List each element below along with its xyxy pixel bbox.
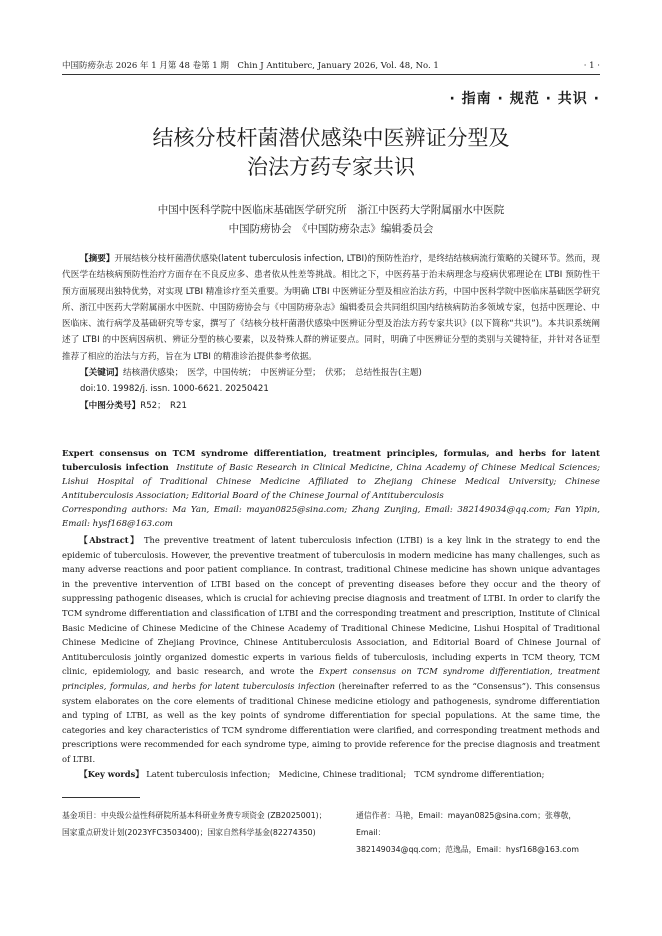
clc-codes: R52； R21 xyxy=(140,400,187,411)
abstract-text: 开展结核分枝杆菌潜伏感染(latent tuberculosis infection, LTBI)的预防性治疗，是终结结核病流行策略的关键环节。然而，现代医学在结核病预防性治疗方面存在不良反应多、患者依从性差等挑战。相比之下，中医药基于治未病理念与疫病伏邪理论在 LTBI 预防性干预方面展现出独特优势，对实现 LTBI 精准诊疗至关重要。为明确 LTBI 中医辨证分型及相应治法方药，中国中医科学院中医临床基础医学研究所、浙江中医药大学附属丽水中医院、中国防痨协会与《中国防痨杂志》编辑委员会共同组织国内结核病防治多领域专家，包括中医理论、中医临床、流行病学及基础研究等专家，撰写了《结核分枝杆菌潜伏感染中医辨证分型及治法方药专家共识》(以下简称“共识”)。本共识系统阐述了 LTBI 的中医病因病机、辨证分型的核心要素，以及特殊人群的辨证要点。同时，明确了中医辨证分型的类别与关键特征，并针对各证型推荐了相应的治法与方药，旨在为 LTBI 的精准诊治提供参考依据。 xyxy=(62,254,600,362)
english-abstract-title-ref: Expert consensus on TCM syndrome differentiation, treatment principles, formulas, and herbs for latent tuberculosis infection xyxy=(62,666,600,691)
english-abstract-label: 【Abstract】 xyxy=(79,535,140,545)
doi: doi:10. 19982/j. issn. 1000-6621. 20250421 xyxy=(80,384,269,395)
title-line-2: 治法方药专家共识 xyxy=(247,155,415,179)
journal-citation: 中国防痨杂志 2026 年 1 月第 48 卷第 1 期 Chin J Antituberc, January 2026, Vol. 48, No. 1 xyxy=(62,61,439,71)
english-keywords-label: 【Key words】 xyxy=(79,768,144,779)
english-abstract xyxy=(62,533,600,781)
english-title-block xyxy=(62,447,600,531)
correspondence-line-1: 通信作者：马艳，Email：mayan0825@sina.com；张尊敬，Email： xyxy=(356,811,577,837)
running-header xyxy=(62,60,600,75)
correspondence-line-2: 382149034@qq.com；范逸品，Email：hysf168@163.com xyxy=(356,845,579,854)
chinese-abstract xyxy=(62,251,600,414)
affiliations xyxy=(62,201,600,239)
english-title: Expert consensus on TCM syndrome differentiation, treatment principles, formulas, and herbs for latent tuberculosis infection xyxy=(62,449,600,473)
correspondence-footnote xyxy=(356,807,600,858)
footnote-divider xyxy=(62,797,140,798)
funding-footnote xyxy=(62,807,334,841)
page-number: · 1 · xyxy=(583,61,600,71)
clc-label: 【中图分类号】 xyxy=(80,400,141,411)
affiliation-line-2: 中国防痨协会 《中国防痨杂志》编辑委员会 xyxy=(228,223,434,235)
section-tag: · 指南 · 规范 · 共识 · xyxy=(449,91,600,107)
abstract-label: 【摘要】 xyxy=(80,254,115,264)
corresponding-authors: Corresponding authors: Ma Yan, Email: mayan0825@sina.com; Zhang Zunjing, Email: 382149034@qq.com; Fan Yipin, Email: hysf168@163.com xyxy=(62,505,600,529)
affiliation-line-1: 中国中医科学院中医临床基础医学研究所 浙江中医药大学附属丽水中医院 xyxy=(157,204,505,216)
keywords-text: 结核潜伏感染； 医学，中国传统； 中医辨证分型； 伏邪； 总结性报告(主题) xyxy=(123,368,422,379)
english-abstract-text-2: (hereinafter referred to as the “Consensus”). This consensus system elaborates on the core elements of traditional Chinese medicine etiology and pathogenesis, syndrome differentiation and typing of LTBI, as well as the key points of syndrome differentiation for special populations. At the same time, the categories and key characteristics of TCM syndrome differentiation were clarified, and corresponding treatment methods and prescriptions were recommended for each syndrome type, aiming to provide reference for the precise diagnosis and treatment of LTBI. xyxy=(62,680,600,764)
funding-text: 基金项目：中央级公益性科研院所基本科研业务费专项资金 (ZB2025001)；国家重点研发计划(2023YFC3503400)；国家自然科学基金(82274350) xyxy=(62,811,327,837)
keywords-label: 【关键词】 xyxy=(80,368,124,379)
title-line-1: 结核分枝杆菌潜伏感染中医辨证分型及 xyxy=(152,126,510,150)
english-institutions: Institute of Basic Research in Clinical Medicine, China Academy of Chinese Medical Sciences; Lishui Hospital of Traditional Chinese Medicine Affiliated to Zhejiang Chinese Medical University; Chinese Antituberculosis Association; Editorial Board of the Chinese Journal of Antituberculosis xyxy=(62,463,600,501)
english-keywords: Latent tuberculosis infection; Medicine, Chinese traditional; TCM syndrome differentiation; xyxy=(146,768,545,779)
article-title xyxy=(62,124,600,182)
english-abstract-text-1: The preventive treatment of latent tuberculosis infection (LTBI) is a key link in the strategy to end the epidemic of tuberculosis. However, the preventive treatment of tuberculosis in modern medicine has many challenges, such as many adverse reactions and poor patient compliance. In contrast, traditional Chinese medicine has shown unique advantages in the preventive intervention of LTBI based on the concept of preventing diseases before they occur and the theory of suppressing pathogenic diseases, which is crucial for achieving precise diagnosis and treatment of LTBI. In order to clarify the TCM syndrome differentiation and classification of LTBI and the corresponding treatment and prescription, Institute of Clinical Basic Medicine of Chinese Medicine of the Chinese Academy of Traditional Chinese Medicine, Lishui Hospital of Traditional Chinese Medicine of Zhejiang Province, Chinese Antituberculosis Association, and Editorial Board of Chinese Journal of Antituberculosis jointly organized domestic experts in various fields of tuberculosis, including experts in TCM theory, TCM clinic, epidemiology, and basic research, and wrote the xyxy=(62,535,601,677)
